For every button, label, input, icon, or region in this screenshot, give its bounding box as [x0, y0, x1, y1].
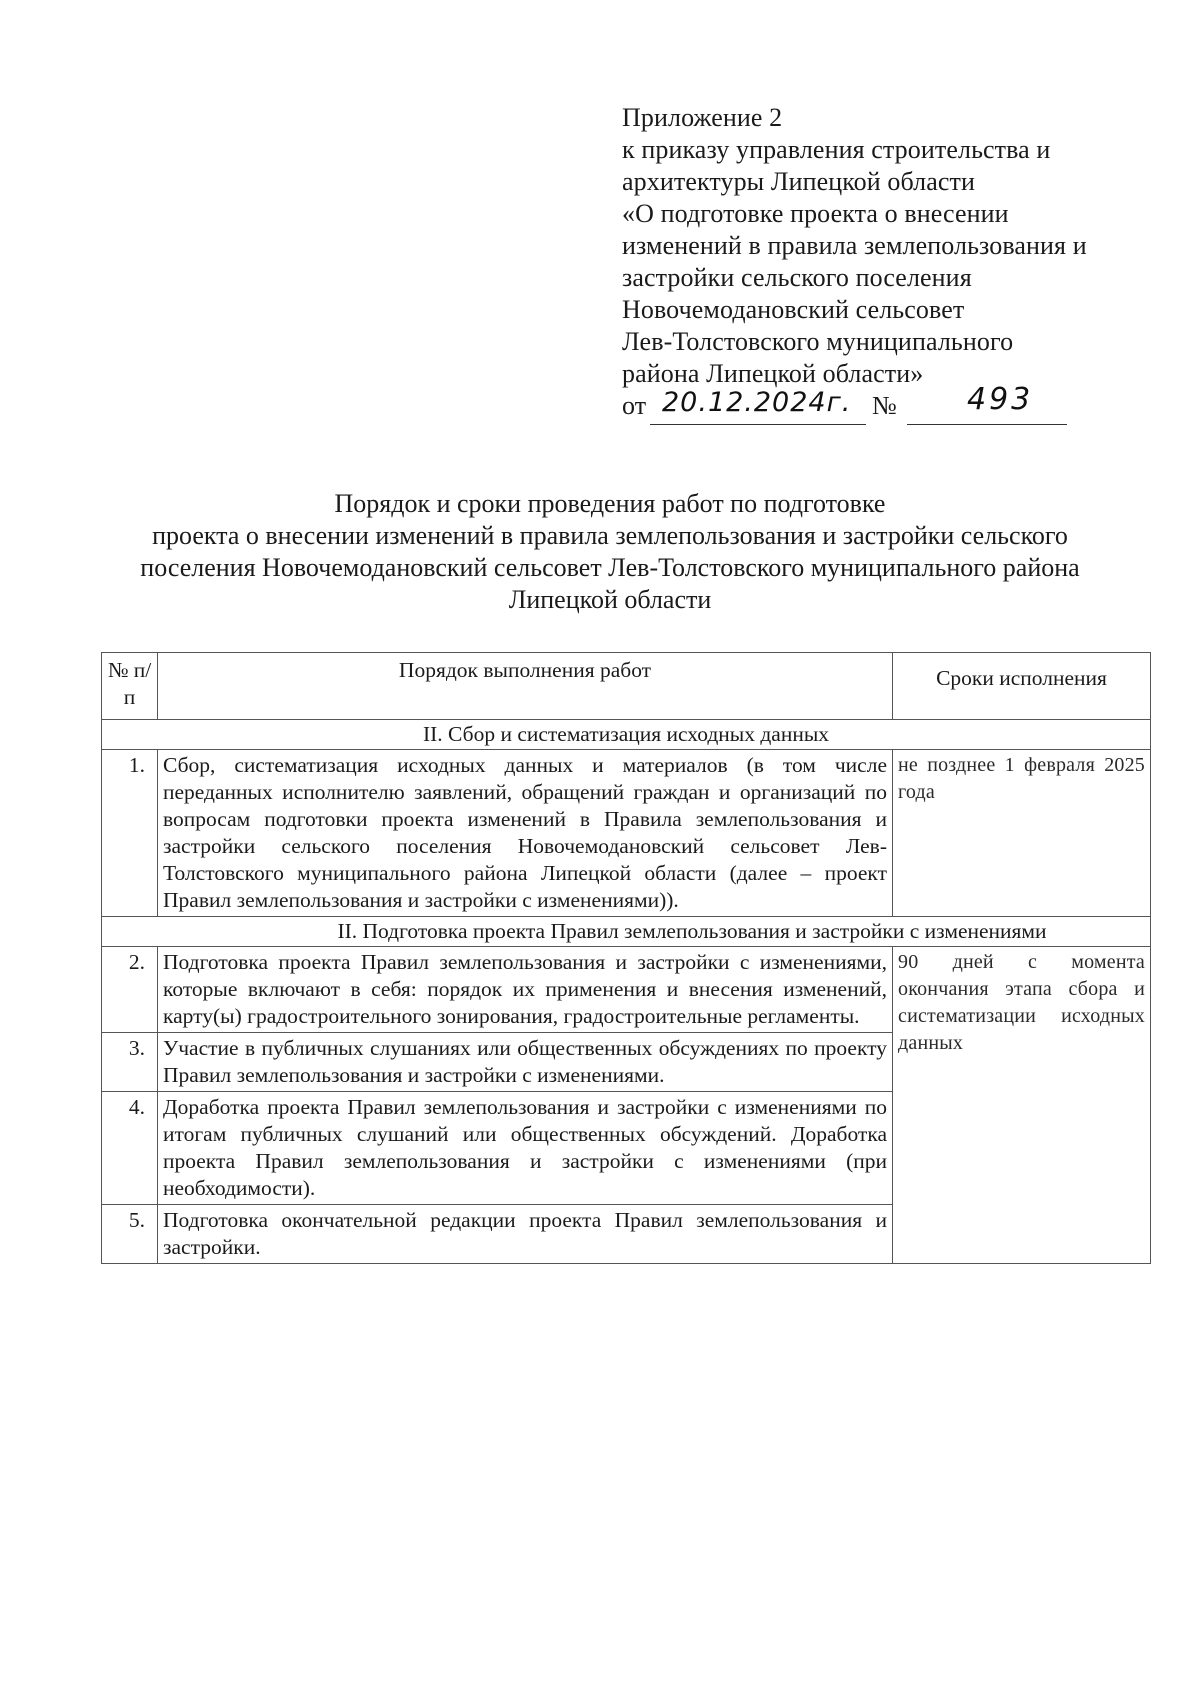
row-work: Подготовка окончательной редакции проекта Правил землепользования и застройки.: [158, 1205, 893, 1264]
appendix-line: Приложение 2: [622, 103, 783, 132]
appendix-line: Лев-Толстовского муниципального: [622, 327, 1014, 356]
appendix-line: «О подготовке проекта о внесении: [622, 199, 1009, 228]
table-row: [102, 750, 1151, 917]
appendix-line: изменений в правила землепользования и: [622, 231, 1087, 260]
row-term: не позднее 1 февраля 2025 года: [893, 750, 1151, 917]
row-work: Доработка проекта Правил землепользования и застройки с изменениями по итогам публичных слушаний или общественных обсуждений. Доработка проекта Правил землепользования и застройки с изменениями (при необходимости).: [158, 1092, 893, 1205]
title-line: поселения Новочемодановский сельсовет Лев-Толстовского муниципального района: [140, 553, 1080, 582]
section-title: II. Сбор и систематизация исходных данных: [102, 720, 1151, 750]
row-number: 2.: [102, 947, 158, 1033]
appendix-block: [622, 102, 1182, 426]
section-row: [102, 720, 1151, 750]
order-date-field: [650, 387, 866, 425]
row-number: 3.: [102, 1033, 158, 1092]
date-prefix: от: [622, 391, 647, 420]
order-date-value: 20.12.2024г.: [662, 387, 852, 418]
table-row: [102, 947, 1151, 1033]
appendix-line: архитектуры Липецкой области: [622, 167, 975, 196]
table-header-row: [102, 653, 1151, 720]
order-number-value: 493: [967, 382, 1034, 417]
document-title: [100, 488, 1120, 616]
number-label: №: [872, 391, 897, 420]
section-row: [102, 917, 1151, 947]
title-line: Липецкой области: [508, 585, 712, 614]
header-term: Сроки исполнения: [893, 653, 1151, 720]
appendix-line: к приказу управления строительства и: [622, 135, 1051, 164]
appendix-line: района Липецкой области»: [622, 359, 924, 388]
header-work: Порядок выполнения работ: [158, 653, 893, 720]
row-work: Подготовка проекта Правил землепользования и застройки с изменениями, которые включают в себя: порядок их применения и внесения изменений, карту(ы) градостроительного зонирования, градостроительные регламенты.: [158, 947, 893, 1033]
appendix-line: Новочемодановский сельсовет: [622, 295, 965, 324]
row-work: Сбор, систематизация исходных данных и материалов (в том числе переданных исполнителю заявлений, обращений граждан и организаций по вопросам подготовки проекта изменений в Правила землепользования и застройки сельского поселения Новочемодановский сельсовет Лев-Толстовского муниципального района Липецкой области (далее – проект Правил землепользования и застройки с изменениями)).: [158, 750, 893, 917]
row-number: 4.: [102, 1092, 158, 1205]
title-line: Порядок и сроки проведения работ по подготовке: [334, 489, 886, 518]
section-cell: [102, 917, 1151, 947]
row-number: 1.: [102, 750, 158, 917]
row-work: Участие в публичных слушаниях или общественных обсуждениях по проекту Правил землепользования и застройки с изменениями.: [158, 1033, 893, 1092]
order-number-field: [907, 382, 1067, 425]
merged-term: 90 дней с момента окончания этапа сбора и систематизации исходных данных: [893, 947, 1151, 1264]
order-date-line: [622, 382, 1182, 426]
section-title: II. Подготовка проекта Правил землепользования и застройки с изменениями: [337, 919, 1047, 943]
row-number: 5.: [102, 1205, 158, 1264]
header-num: № п/п: [102, 653, 158, 720]
appendix-line: застройки сельского поселения: [622, 263, 972, 292]
title-line: проекта о внесении изменений в правила землепользования и застройки сельского: [152, 521, 1068, 550]
work-schedule-table: [101, 652, 1151, 1264]
